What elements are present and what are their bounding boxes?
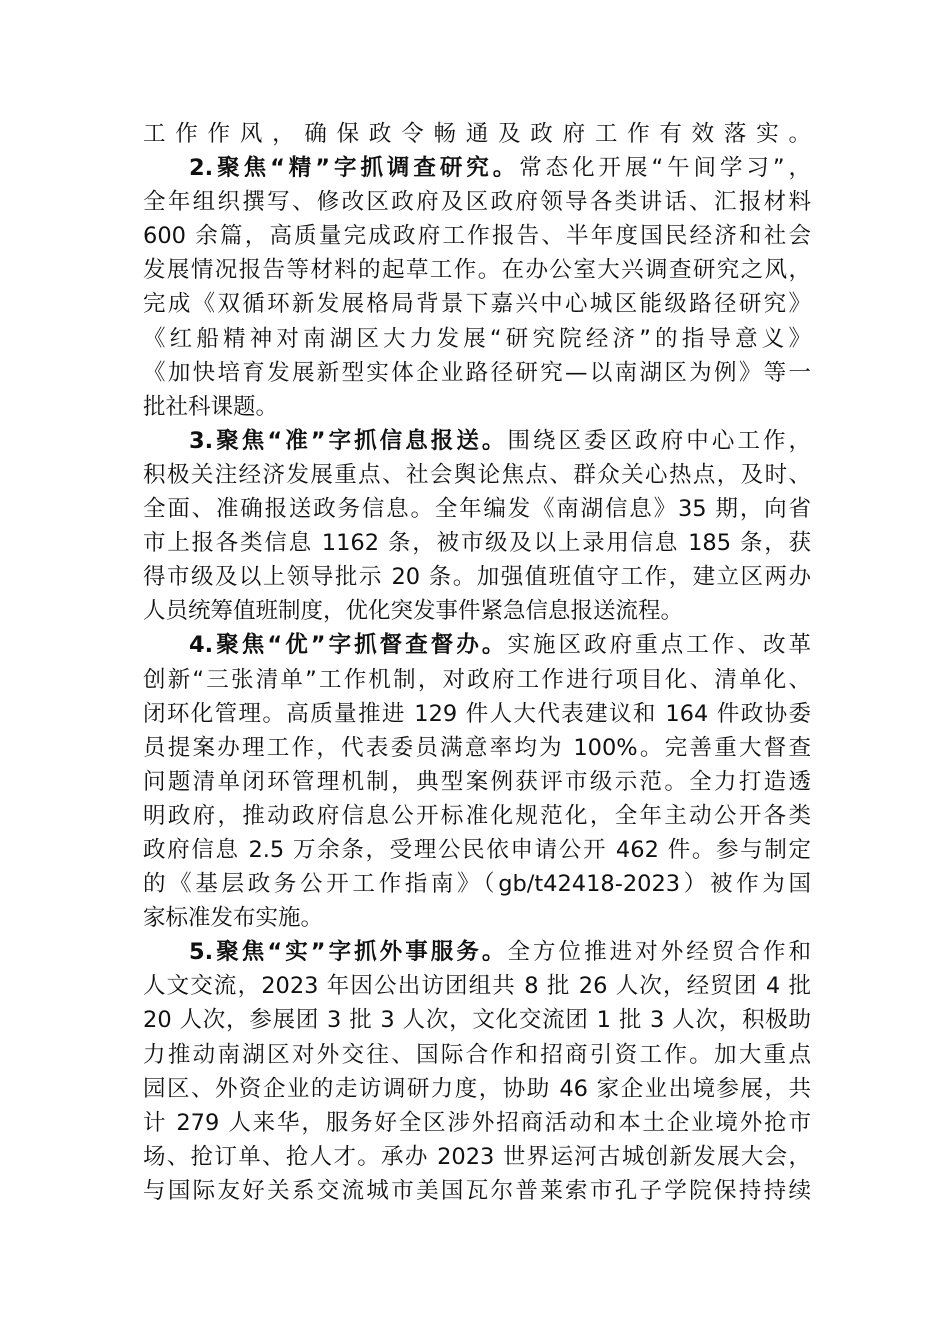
paragraph-5-line-7	[143, 1140, 811, 1174]
line-text: 园区、外资企业的走访调研力度，协助 46 家企业出境参展，共	[143, 1075, 811, 1102]
line-text: 发展情况报告等材料的起草工作。在办公室大兴调查研究之风，	[143, 257, 811, 284]
paragraph-2-line-2	[143, 185, 811, 219]
paragraph-2-line-4	[143, 253, 811, 287]
line-text: 的《基层政务公开工作指南》（gb/t42418-2023）被作为国	[143, 871, 811, 898]
paragraph-3-line-6	[143, 594, 811, 628]
paragraph-2-line-7	[143, 356, 811, 390]
paragraph-5-line-4	[143, 1038, 811, 1072]
line-text: 《加快培育发展新型实体企业路径研究—以南湖区为例》等一	[143, 359, 811, 386]
paragraph-4-line-2	[143, 663, 811, 697]
line-text: 明政府，推动政府信息公开标准化规范化，全年主动公开各类	[143, 802, 811, 829]
paragraph-2-line-1	[143, 151, 811, 185]
paragraph-5-line-3	[143, 1003, 811, 1037]
paragraph-4-line-5	[143, 765, 811, 799]
line-text: 常态化开展“午间学习”，	[519, 155, 811, 182]
paragraph-5-line-6	[143, 1106, 811, 1140]
paragraph-2-line-3	[143, 219, 811, 253]
paragraph-3-line-4	[143, 526, 811, 560]
line-text: 员提案办理工作，代表委员满意率均为 100%。完善重大督查	[143, 734, 811, 761]
paragraph-5-line-1	[143, 935, 811, 969]
line-text: 积极关注经济发展重点、社会舆论焦点、群众关心热点，及时、	[143, 461, 811, 488]
paragraph-3-line-3	[143, 492, 811, 526]
line-text: 完成《双循环新发展格局背景下嘉兴中心城区能级路径研究》	[143, 291, 811, 318]
line-text: 600 余篇，高质量完成政府工作报告、半年度国民经济和社会	[143, 223, 811, 250]
line-text: 《红船精神对南湖区大力发展“研究院经济”的指导意义》	[143, 325, 811, 352]
line-text: 工作作风，确保政令畅通及政府工作有效落实。	[143, 121, 811, 147]
line-text: 政府信息 2.5 万余条，受理公民依申请公开 462 件。参与制定	[143, 836, 811, 863]
line-text: 闭环化管理。高质量推进 129 件人大代表建议和 164 件政协委	[143, 700, 811, 727]
line-text: 20 人次，参展团 3 批 3 人次，文化交流团 1 批 3 人次，积极助	[143, 1007, 811, 1034]
paragraph-2-line-5	[143, 287, 811, 321]
paragraph-5-line-2	[143, 969, 811, 1003]
paragraph-4-line-9	[143, 901, 811, 935]
paragraph-1-line-1	[143, 117, 811, 151]
paragraph-2-line-8	[143, 390, 811, 424]
section-2-heading: 2.聚焦“精”字抓调查研究。	[189, 155, 520, 182]
line-text: 家标准发布实施。	[143, 905, 324, 932]
paragraph-4-line-7	[143, 833, 811, 867]
line-text: 计 279 人来华，服务好全区涉外招商活动和本土企业境外抢市	[143, 1109, 811, 1136]
line-text: 市上报各类信息 1162 条，被市级及以上录用信息 185 条，获	[143, 530, 811, 557]
paragraph-2-line-6	[143, 322, 811, 356]
line-text: 人员统筹值班制度，优化突发事件紧急信息报送流程。	[143, 598, 684, 625]
section-3-heading: 3.聚焦“准”字抓信息报送。	[189, 427, 508, 454]
body-text	[143, 117, 811, 1208]
paragraph-4-line-3	[143, 697, 811, 731]
paragraph-3-line-2	[143, 458, 811, 492]
line-text: 场、抢订单、抢人才。承办 2023 世界运河古城创新发展大会，	[143, 1143, 811, 1170]
line-text: 得市级及以上领导批示 20 条。加强值班值守工作，建立区两办	[143, 564, 811, 591]
line-text: 全方位推进对外经贸合作和	[507, 939, 811, 966]
paragraph-4-line-8	[143, 867, 811, 901]
paragraph-5-line-8	[143, 1174, 811, 1208]
paragraph-5-line-5	[143, 1072, 811, 1106]
paragraph-4-line-4	[143, 731, 811, 765]
line-text: 力推动南湖区对外交往、国际合作和招商引资工作。加大重点	[143, 1041, 811, 1068]
line-text: 与国际友好关系交流城市美国瓦尔普莱索市孔子学院保持持续	[143, 1177, 811, 1204]
line-text: 围绕区委区政府中心工作，	[507, 427, 811, 454]
section-4-heading: 4.聚焦“优”字抓督查督办。	[189, 632, 508, 659]
paragraph-4-line-1	[143, 628, 811, 662]
paragraph-3-line-5	[143, 560, 811, 594]
line-text: 全面、准确报送政务信息。全年编发《南湖信息》35 期，向省	[143, 496, 811, 523]
paragraph-3-line-1	[143, 424, 811, 458]
line-text: 全年组织撰写、修改区政府及区政府领导各类讲话、汇报材料	[143, 189, 811, 216]
paragraph-4-line-6	[143, 799, 811, 833]
line-text: 问题清单闭环管理机制，典型案例获评市级示范。全力打造透	[143, 768, 811, 795]
section-5-heading: 5.聚焦“实”字抓外事服务。	[189, 939, 508, 966]
line-text: 人文交流，2023 年因公出访团组共 8 批 26 人次，经贸团 4 批	[143, 973, 811, 1000]
line-text: 创新“三张清单”工作机制，对政府工作进行项目化、清单化、	[143, 666, 811, 693]
line-text: 实施区政府重点工作、改革	[507, 632, 811, 659]
line-text: 批社科课题。	[143, 393, 279, 420]
